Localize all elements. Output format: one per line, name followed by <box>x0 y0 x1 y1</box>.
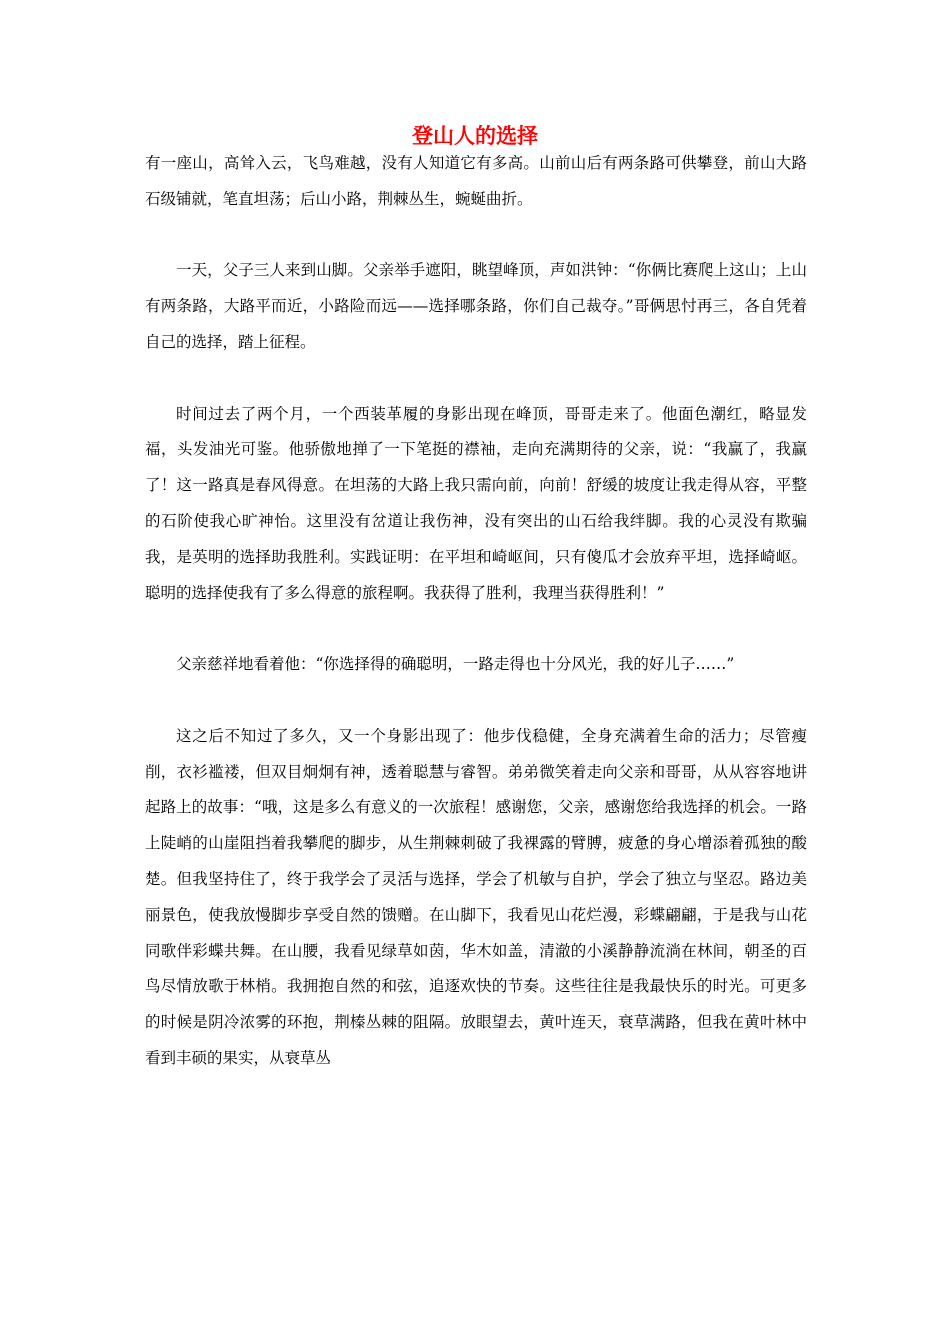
paragraph-1: 有一座山，高耸入云，飞鸟难越，没有人知道它有多高。山前山后有两条路可供攀登，前山大路石级铺就，笔直坦荡；后山小路，荆棘丛生，蜿蜒曲折。 <box>145 154 807 208</box>
paragraph-spacer <box>145 611 807 647</box>
paragraph-4: 父亲慈祥地看着他：“你选择得的确聪明，一路走得也十分风光，我的好儿子……” <box>176 655 735 674</box>
paragraph-spacer <box>145 218 807 254</box>
paragraph-spacer <box>145 683 807 719</box>
document-title: 登山人的选择 <box>412 123 538 148</box>
paragraph-spacer <box>145 361 807 397</box>
paragraph-3: 时间过去了两个月，一个西装革履的身影出现在峰顶，哥哥走来了。他面色潮红，略显发福，头发油光可鉴。他骄傲地掸了一下笔挺的襟袖，走向充满期待的父亲，说：“我赢了，我赢了！这一路真是春风得意。在坦荡的大路上我只需向前，向前！舒缓的坡度让我走得从容，平整的石阶使我心旷神怡。这里没有岔道让我伤神，没有突出的山石给我绊脚。我的心灵没有欺骗我，是英明的选择助我胜利。实践证明：在平坦和崎岖间，只有傻瓜才会放弃平坦，选择崎岖。聪明的选择使我有了多么得意的旅程啊。我获得了胜利，我理当获得胜利！” <box>145 404 807 602</box>
paragraph-5: 这之后不知过了多久，又一个身影出现了：他步伐稳健，全身充满着生命的活力；尽管瘦削，衣衫褴褛，但双目炯炯有神，透着聪慧与睿智。弟弟微笑着走向父亲和哥哥，从从容容地讲起路上的故事：“哦，这是多么有意义的一次旅程！感谢您，父亲，感谢您给我选择的机会。一路上陡峭的山崖阻挡着我攀爬的脚步，从生荆棘刺破了我裸露的臂膊，疲惫的身心增添着孤独的酸楚。但我坚持住了，终于我学会了灵活与选择，学会了机敏与自护，学会了独立与坚忍。路边美丽景色，使我放慢脚步享受自然的馈赠。在山脚下，我看见山花烂漫，彩蝶翩翩，于是我与山花同歌伴彩蝶共舞。在山腰，我看见绿草如茵，华木如盖，清澈的小溪静静流淌在林间，朝圣的百鸟尽情放歌于林梢。我拥抱自然的和弦，追逐欢快的节奏。这些往往是我最快乐的时光。可更多的时候是阴冷浓雾的环抱，荆榛丛棘的阻隔。放眼望去，黄叶连天，衰草满路，但我在黄叶林中看到丰硕的果实，从衰草丛 <box>145 726 807 1067</box>
paragraph-2: 一天，父子三人来到山脚。父亲举手遮阳，眺望峰顶，声如洪钟：“你俩比赛爬上这山；上山有两条路，大路平而近，小路险而远——选择哪条路，你们自己裁夺。”哥俩思忖再三，各自凭着自己的选择，踏上征程。 <box>145 261 807 351</box>
document-body <box>145 146 807 1077</box>
